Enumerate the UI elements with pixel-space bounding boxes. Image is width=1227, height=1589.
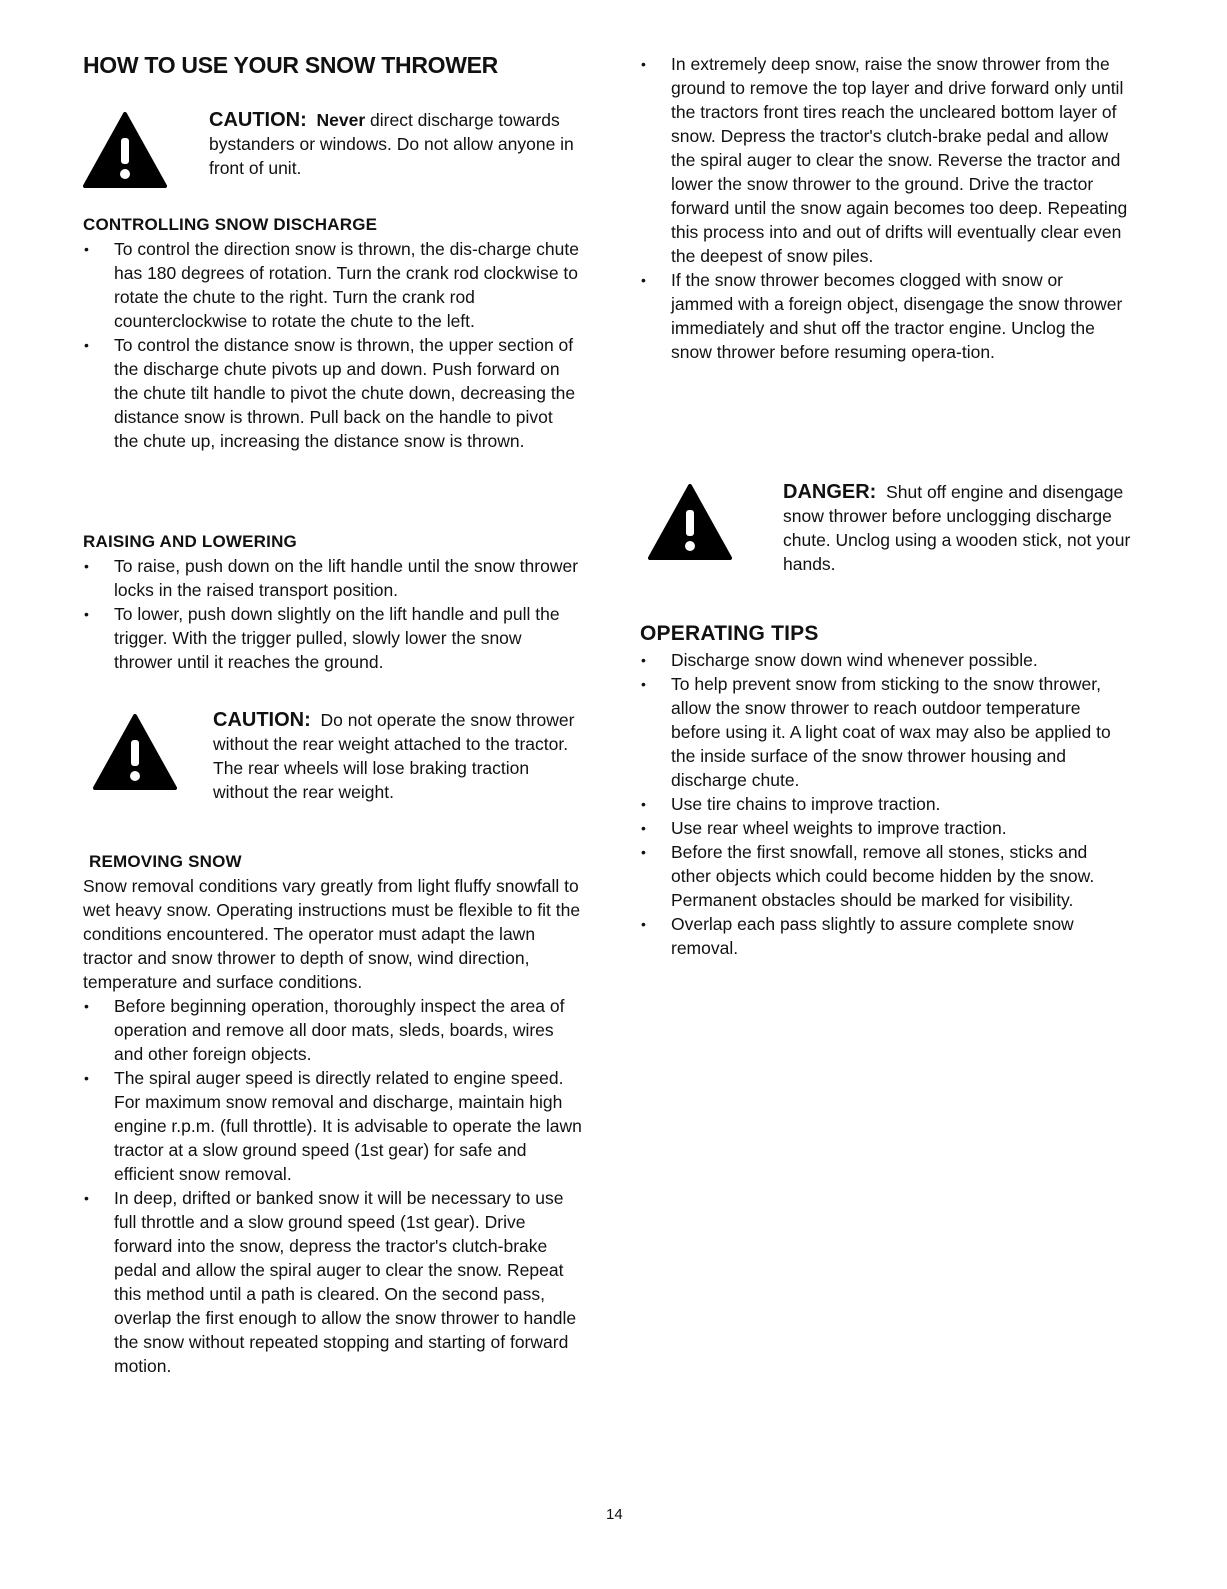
list-item: • Before the first snowfall, remove all stones, sticks and other objects which could become hidden by the snow. Permanent obstacles should be marked for visibility. xyxy=(640,840,1118,912)
warning-triangle-icon xyxy=(648,484,732,562)
list-item: • If the snow thrower becomes clogged with snow or jammed with a foreign object, disengage the snow thrower immediately and shut off the tractor engine. Unclog the snow thrower before resuming opera-tion. xyxy=(640,268,1130,364)
section-operating-tips xyxy=(640,620,1140,960)
caution-text xyxy=(213,708,583,804)
danger-box xyxy=(640,478,1140,578)
list-item: • The spiral auger speed is directly related to engine speed. For maximum snow removal and discharge, maintain high engine r.p.m. (full throttle). It is advisable to operate the lawn tractor at a slow ground speed (1st gear) for safe and efficient snow removal. xyxy=(83,1066,583,1186)
danger-label: DANGER: xyxy=(783,481,877,503)
section-deep-snow xyxy=(640,52,1140,364)
section-heading: REMOVING SNOW xyxy=(89,852,242,871)
caution-body: Do not operate the snow thrower without the rear weight attached to the tractor. The rear wheels will lose braking traction without the rear weight. xyxy=(213,710,575,802)
danger-body: Shut off engine and disengage snow thrower before unclogging discharge chute. Unclog using a wooden stick, not your hands. xyxy=(783,482,1131,574)
intro-paragraph: Snow removal conditions vary greatly from light fluffy snowfall to wet heavy snow. Operating instructions must be flexible to fit the conditions encountered. The operator must adapt the lawn tractor and snow thrower to depth of snow, wind direction, temperature and surface conditions. xyxy=(83,876,581,992)
list-item: • Overlap each pass slightly to assure complete snow removal. xyxy=(640,912,1118,960)
section-heading: RAISING AND LOWERING xyxy=(83,532,297,551)
section-heading: OPERATING TIPS xyxy=(640,622,819,645)
list-item: • Before beginning operation, thoroughly inspect the area of operation and remove all door mats, sleds, boards, wires and other foreign objects. xyxy=(83,994,583,1066)
caution-label: CAUTION: xyxy=(213,709,311,731)
caution-emphasis: Never xyxy=(316,110,366,130)
list-item: • Discharge snow down wind whenever possible. xyxy=(640,648,1118,672)
warning-triangle-icon xyxy=(93,714,177,792)
caution-body: direct discharge towards bystanders or windows. Do not allow anyone in front of unit. xyxy=(209,110,574,178)
list-item: • To raise, push down on the lift handle until the snow thrower locks in the raised transport position. xyxy=(83,554,579,602)
section-removing-snow xyxy=(83,850,588,1378)
danger-text xyxy=(783,480,1133,576)
section-heading: CONTROLLING SNOW DISCHARGE xyxy=(83,215,378,234)
list-item: • To lower, push down slightly on the lift handle and pull the trigger. With the trigger pulled, slowly lower the snow thrower until it reaches the ground. xyxy=(83,602,579,674)
list-item: • Use rear wheel weights to improve traction. xyxy=(640,816,1118,840)
warning-triangle-icon xyxy=(83,112,167,190)
caution-label: CAUTION: xyxy=(209,109,307,131)
list-item: • In deep, drifted or banked snow it will be necessary to use full throttle and a slow ground speed (1st gear). Drive forward into the snow, depress the tractor's clutch-brake pedal and allow the spiral auger to clear the snow. Repeat this method until a path is cleared. On the second pass, overlap the first enough to allow the snow thrower to handle the snow without repeated stopping and starting of forward motion. xyxy=(83,1186,583,1378)
list-item: • To help prevent snow from sticking to the snow thrower, allow the snow thrower to reach outdoor temperature before using it. A light coat of wax may also be applied to the inside surface of the snow thrower housing and discharge chute. xyxy=(640,672,1118,792)
list-item: • To control the distance snow is thrown, the upper section of the discharge chute pivots up and down. Push forward on the chute tilt handle to pivot the chute down, decreasing the distance snow is thrown. Pull back on the handle to pivot the chute up, increasing the distance snow is thrown. xyxy=(83,333,579,453)
section-raising-lowering xyxy=(83,530,588,674)
caution-box-discharge xyxy=(83,106,588,196)
section-controlling-discharge xyxy=(83,213,588,453)
list-item: • Use tire chains to improve traction. xyxy=(640,792,1118,816)
list-item: • In extremely deep snow, raise the snow thrower from the ground to remove the top layer and drive forward only until the tractors front tires reach the uncleared bottom layer of snow. Depress the tractor's clutch-brake pedal and allow the spiral auger to clear the snow. Reverse the tractor and lower the snow thrower to the ground. Drive the tractor forward until the snow again becomes too deep. Repeating this process into and out of drifts will eventually clear even the deepest of snow piles. xyxy=(640,52,1130,268)
page-number: 14 xyxy=(606,1506,623,1523)
caution-text xyxy=(209,108,579,180)
caution-box-rear-weight xyxy=(83,706,588,816)
page-title: HOW TO USE YOUR SNOW THROWER xyxy=(83,52,498,78)
list-item: • To control the direction snow is thrown, the dis-charge chute has 180 degrees of rotation. Turn the crank rod clockwise to rotate the chute to the right. Turn the crank rod counterclockwise to rotate the chute to the left. xyxy=(83,237,579,333)
